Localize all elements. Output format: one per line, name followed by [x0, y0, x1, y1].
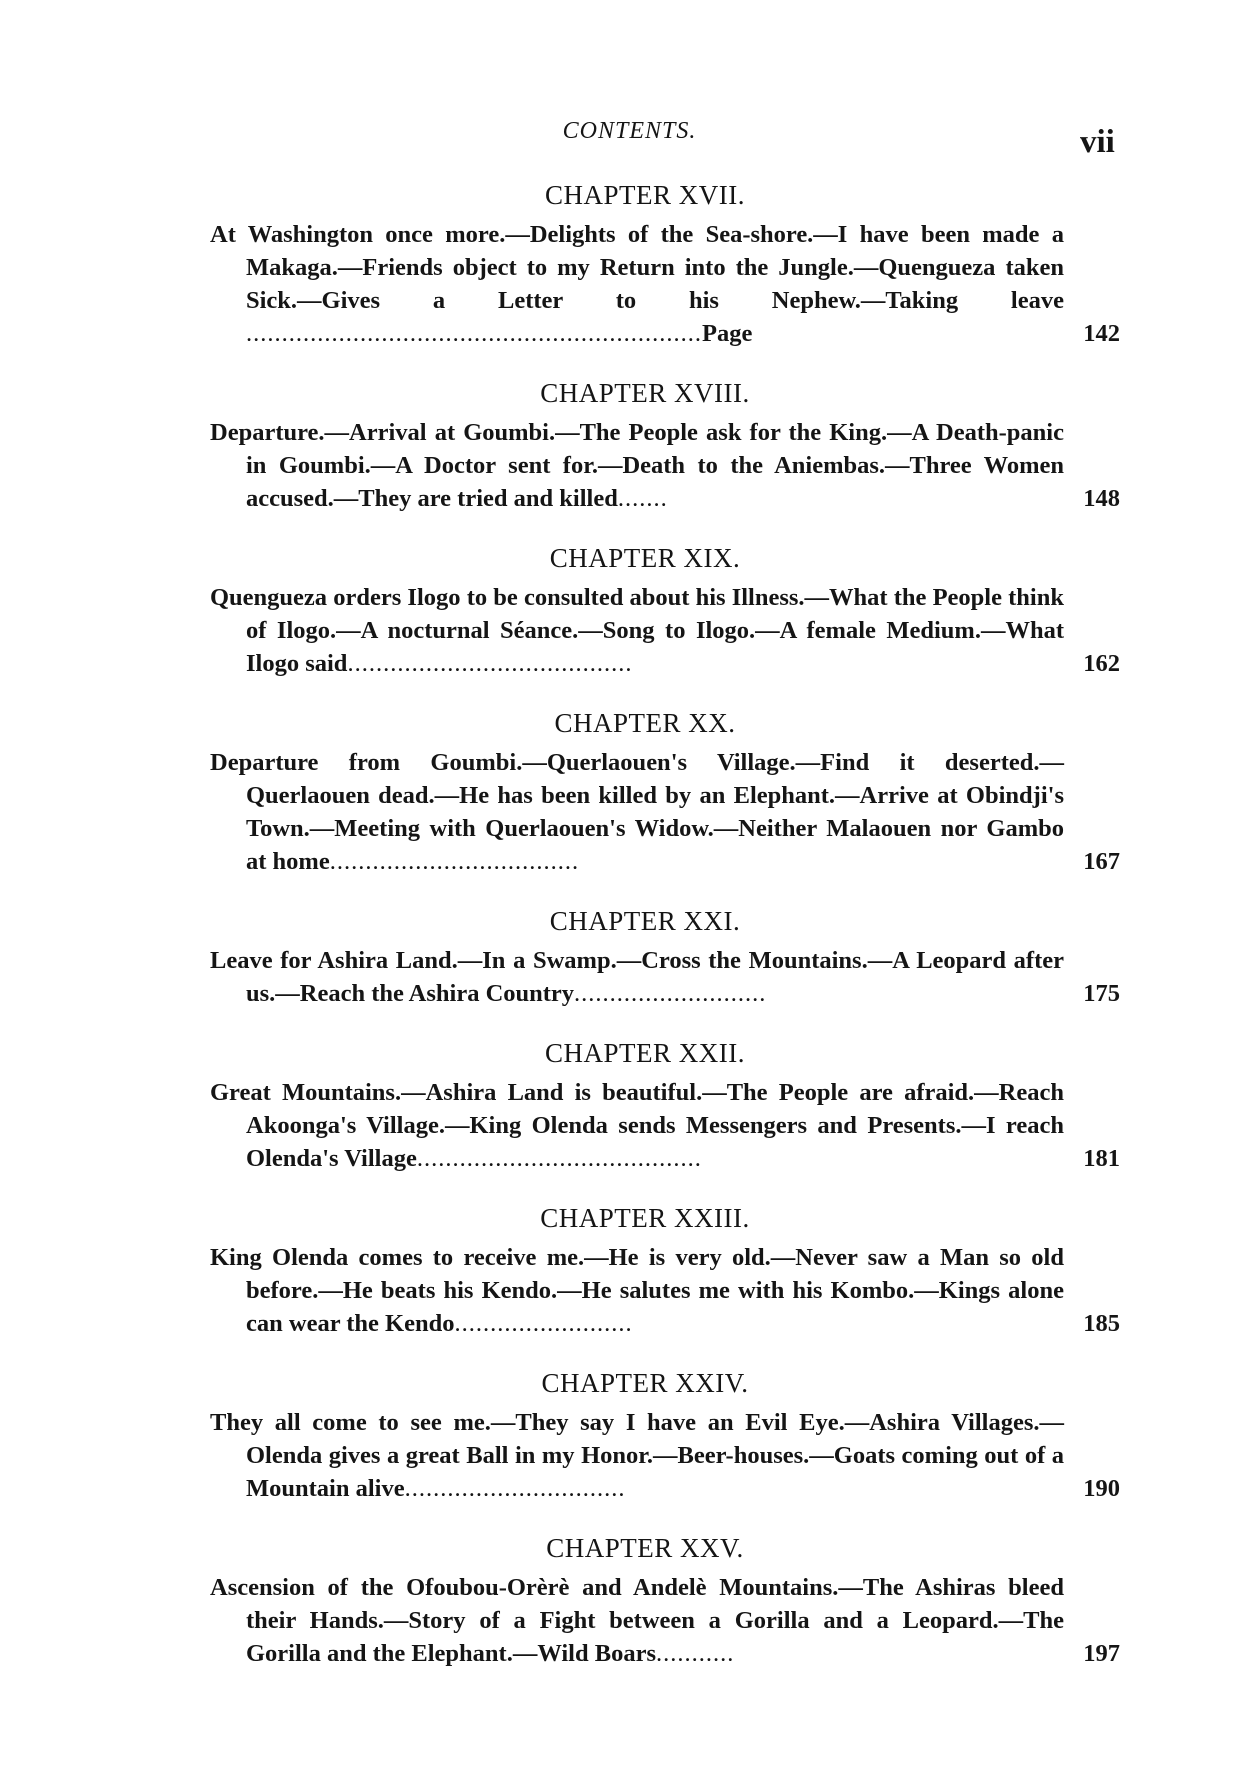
- page-number: 162: [1083, 650, 1120, 677]
- page-number: 190: [1083, 1475, 1120, 1502]
- summary-text: Great Mountains.—Ashira Land is beautiful.—The People are afraid.—Reach Akoonga's Village.—King Olenda sends Messengers and Presents.—I reach Olenda's Village: [210, 1079, 1064, 1172]
- chapter-entry: [210, 541, 1120, 680]
- page-number: 142: [1083, 320, 1120, 347]
- chapter-summary: [210, 1571, 1120, 1670]
- chapter-entry: [210, 1036, 1120, 1175]
- chapter-title: CHAPTER XX.: [554, 708, 736, 738]
- dot-leader: ...................................: [329, 848, 580, 875]
- chapter-entry: [210, 1201, 1120, 1340]
- dot-leader: ...............................: [404, 1475, 626, 1502]
- chapter-title: CHAPTER XXI.: [549, 906, 741, 936]
- running-head: CONTENTS.: [562, 118, 697, 144]
- page-number: 167: [1083, 848, 1120, 875]
- chapter-entry: [210, 376, 1120, 515]
- chapter-title: CHAPTER XXIV.: [541, 1368, 749, 1398]
- summary-text: Departure from Goumbi.—Querlaouen's Village.—Find it deserted.—Querlaouen dead.—He has been killed by an Elephant.—Arrive at Obindji's Town.—Meeting with Querlaouen's Widow.—Neither Malaouen nor Gambo at home: [210, 749, 1064, 875]
- chapter-title: CHAPTER XXV.: [546, 1533, 744, 1563]
- page-number: 181: [1083, 1145, 1120, 1172]
- summary-text: Leave for Ashira Land.—In a Swamp.—Cross the Mountains.—A Leopard after us.—Reach the Ashira Country: [210, 947, 1064, 1007]
- chapter-title: CHAPTER XVIII.: [540, 378, 750, 408]
- chapter-entry: [210, 706, 1120, 878]
- chapter-title: CHAPTER XXIII.: [540, 1203, 750, 1233]
- page-number: 175: [1083, 980, 1120, 1007]
- dot-leader: ...........................: [574, 980, 767, 1007]
- chapter-summary: [210, 1241, 1120, 1340]
- dot-leader: ...........: [656, 1640, 735, 1667]
- dot-leader: .........................: [454, 1310, 633, 1337]
- page-number: 185: [1083, 1310, 1120, 1337]
- dot-leader: ................................................................: [246, 320, 702, 347]
- dot-leader: ........................................: [347, 650, 633, 677]
- chapter-summary: [210, 581, 1120, 680]
- page-number: 148: [1083, 485, 1120, 512]
- summary-text: King Olenda comes to receive me.—He is very old.—Never saw a Man so old before.—He beats his Kendo.—He salutes me with his Kombo.—Kings alone can wear the Kendo: [210, 1244, 1064, 1337]
- dot-leader: ........................................: [416, 1145, 702, 1172]
- chapter-summary: [210, 1076, 1120, 1175]
- page-folio: vii: [1080, 124, 1115, 160]
- summary-text: Ascension of the Ofoubou-Orèrè and Andelè Mountains.—The Ashiras bleed their Hands.—Story of a Fight between a Gorilla and a Leopard.—The Gorilla and the Elephant.—Wild Boars: [210, 1574, 1064, 1667]
- chapter-summary: [210, 944, 1120, 1010]
- page-number: 197: [1083, 1640, 1120, 1667]
- chapter-entry: [210, 1366, 1120, 1505]
- chapter-entry: [210, 178, 1120, 350]
- chapter-summary: [210, 746, 1120, 878]
- summary-text: Quengueza orders Ilogo to be consulted about his Illness.—What the People think of Ilogo.—A nocturnal Séance.—Song to Ilogo.—A female Medium.—What Ilogo said: [210, 584, 1064, 677]
- chapter-summary: [210, 416, 1120, 515]
- chapter-title: CHAPTER XXII.: [545, 1038, 745, 1068]
- dot-leader: .......: [617, 485, 668, 512]
- chapter-summary: [210, 1406, 1120, 1505]
- summary-text: Departure.—Arrival at Goumbi.—The People ask for the King.—A Death-panic in Goumbi.—A Doctor sent for.—Death to the Aniembas.—Three Women accused.—They are tried and killed: [210, 419, 1064, 512]
- summary-text: At Washington once more.—Delights of the Sea-shore.—I have been made a Makaga.—Friends object to my Return into the Jungle.—Quengueza taken Sick.—Gives a Letter to his Nephew.—Taking leave: [210, 221, 1064, 314]
- chapter-entry: [210, 1531, 1120, 1670]
- summary-text: They all come to see me.—They say I have an Evil Eye.—Ashira Villages.—Olenda gives a great Ball in my Honor.—Beer-houses.—Goats coming out of a Mountain alive: [210, 1409, 1064, 1502]
- chapter-title: CHAPTER XVII.: [545, 180, 745, 210]
- chapter-title: CHAPTER XIX.: [549, 543, 741, 573]
- page-prefix: Page: [702, 320, 753, 347]
- chapter-entry: [210, 904, 1120, 1010]
- chapter-list: [210, 178, 1120, 1696]
- chapter-summary: [210, 218, 1120, 350]
